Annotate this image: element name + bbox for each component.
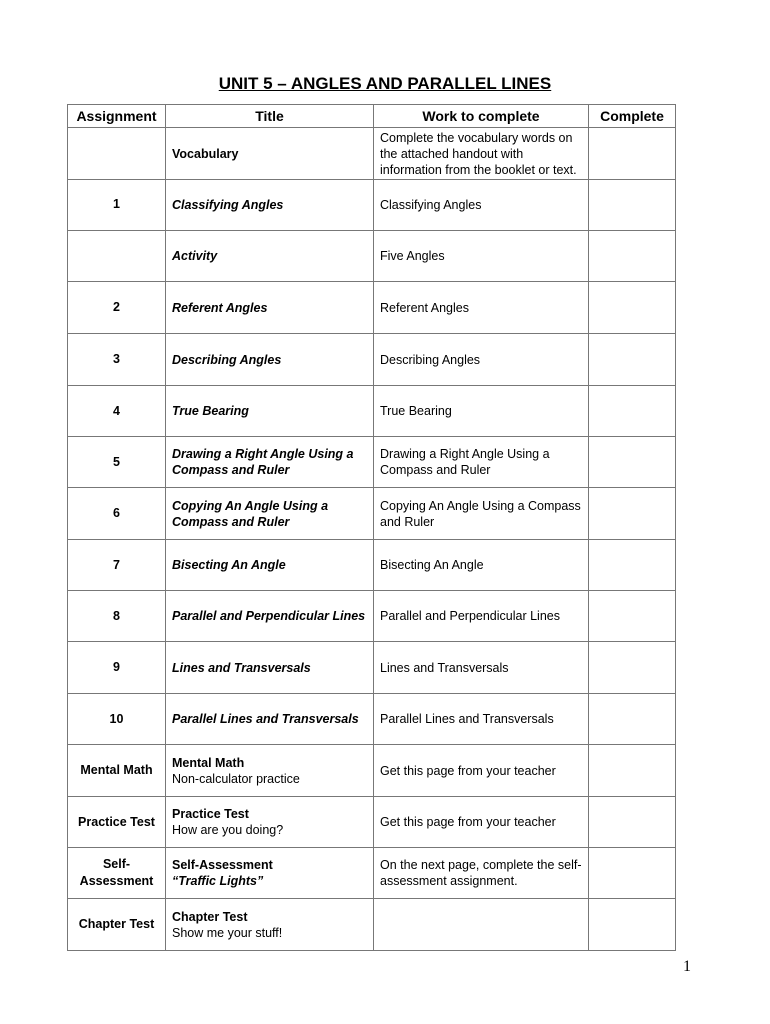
title-cell: Referent Angles <box>166 282 374 334</box>
complete-cell[interactable] <box>589 386 676 437</box>
title-main: Practice Test <box>172 807 249 821</box>
complete-cell[interactable] <box>589 591 676 642</box>
complete-cell[interactable] <box>589 128 676 180</box>
work-cell: Get this page from your teacher <box>374 797 589 848</box>
document-title: UNIT 5 – ANGLES AND PARALLEL LINES <box>218 74 552 93</box>
title-sub: Non-calculator practice <box>172 771 300 786</box>
assignment-cell: 5 <box>68 437 166 488</box>
title-cell <box>166 899 374 951</box>
table-row <box>68 386 676 437</box>
table-row <box>68 642 676 694</box>
title-sub: How are you doing? <box>172 823 284 837</box>
table-row <box>68 282 676 334</box>
assignment-cell: 3 <box>68 334 166 386</box>
complete-cell[interactable] <box>589 899 676 951</box>
work-cell: Lines and Transversals <box>374 642 589 694</box>
table-row <box>68 797 676 848</box>
table-row <box>68 180 676 231</box>
complete-cell[interactable] <box>589 540 676 591</box>
header-complete: Complete <box>589 105 676 128</box>
complete-cell[interactable] <box>589 334 676 386</box>
title-main: Chapter Test <box>172 909 248 924</box>
title-cell: Describing Angles <box>166 334 374 386</box>
assignment-cell: Practice Test <box>68 797 166 848</box>
title-cell: Drawing a Right Angle Using a Compass and Ruler <box>166 437 374 488</box>
title-cell: Parallel and Perpendicular Lines <box>166 591 374 642</box>
work-cell <box>374 899 589 951</box>
complete-cell[interactable] <box>589 848 676 899</box>
table-row <box>68 334 676 386</box>
work-cell: Complete the vocabulary words on the attached handout with information from the booklet or text. <box>374 128 589 180</box>
title-cell: Classifying Angles <box>166 180 374 231</box>
assignment-table <box>67 104 676 951</box>
assignment-cell: Chapter Test <box>68 899 166 951</box>
assignment-cell <box>68 231 166 282</box>
assignment-cell: 8 <box>68 591 166 642</box>
assignment-cell: Mental Math <box>68 745 166 797</box>
complete-cell[interactable] <box>589 642 676 694</box>
header-row <box>68 105 676 128</box>
header-assignment: Assignment <box>68 105 166 128</box>
assignment-cell: 6 <box>68 488 166 540</box>
work-cell: Referent Angles <box>374 282 589 334</box>
work-cell: Get this page from your teacher <box>374 745 589 797</box>
work-cell: Classifying Angles <box>374 180 589 231</box>
title-cell: Bisecting An Angle <box>166 540 374 591</box>
assignment-cell: 2 <box>68 282 166 334</box>
complete-cell[interactable] <box>589 745 676 797</box>
work-cell: True Bearing <box>374 386 589 437</box>
table-row <box>68 899 676 951</box>
table-row <box>68 694 676 745</box>
page-number: 1 <box>683 958 691 975</box>
complete-cell[interactable] <box>589 437 676 488</box>
table-row <box>68 745 676 797</box>
table-row <box>68 848 676 899</box>
assignment-cell <box>68 128 166 180</box>
title-cell: Activity <box>166 231 374 282</box>
work-cell: On the next page, complete the self-assessment assignment. <box>374 848 589 899</box>
assignment-cell: 4 <box>68 386 166 437</box>
title-cell: Copying An Angle Using a Compass and Ruler <box>166 488 374 540</box>
complete-cell[interactable] <box>589 231 676 282</box>
title-main: Mental Math <box>172 755 245 770</box>
assignment-cell: 9 <box>68 642 166 694</box>
work-cell: Parallel and Perpendicular Lines <box>374 591 589 642</box>
assignment-cell: Self-Assessment <box>68 848 166 899</box>
title-cell: Parallel Lines and Transversals <box>166 694 374 745</box>
complete-cell[interactable] <box>589 282 676 334</box>
table-row <box>68 128 676 180</box>
complete-cell[interactable] <box>589 694 676 745</box>
work-cell: Bisecting An Angle <box>374 540 589 591</box>
table-row <box>68 488 676 540</box>
work-cell: Five Angles <box>374 231 589 282</box>
table-row <box>68 231 676 282</box>
title-cell: Vocabulary <box>166 128 374 180</box>
title-cell <box>166 797 374 848</box>
title-sub: Show me your stuff! <box>172 925 283 940</box>
complete-cell[interactable] <box>589 180 676 231</box>
table-row <box>68 437 676 488</box>
title-cell <box>166 848 374 899</box>
header-title: Title <box>166 105 374 128</box>
assignment-cell: 10 <box>68 694 166 745</box>
work-cell: Describing Angles <box>374 334 589 386</box>
title-sub: “Traffic Lights” <box>172 874 264 888</box>
work-cell: Copying An Angle Using a Compass and Ruler <box>374 488 589 540</box>
table-row <box>68 591 676 642</box>
title-cell: Lines and Transversals <box>166 642 374 694</box>
complete-cell[interactable] <box>589 797 676 848</box>
header-work: Work to complete <box>374 105 589 128</box>
title-main: Self-Assessment <box>172 858 273 872</box>
assignment-cell: 7 <box>68 540 166 591</box>
complete-cell[interactable] <box>589 488 676 540</box>
title-cell: True Bearing <box>166 386 374 437</box>
work-cell: Drawing a Right Angle Using a Compass and Ruler <box>374 437 589 488</box>
table-row <box>68 540 676 591</box>
title-cell <box>166 745 374 797</box>
work-cell: Parallel Lines and Transversals <box>374 694 589 745</box>
assignment-cell: 1 <box>68 180 166 231</box>
